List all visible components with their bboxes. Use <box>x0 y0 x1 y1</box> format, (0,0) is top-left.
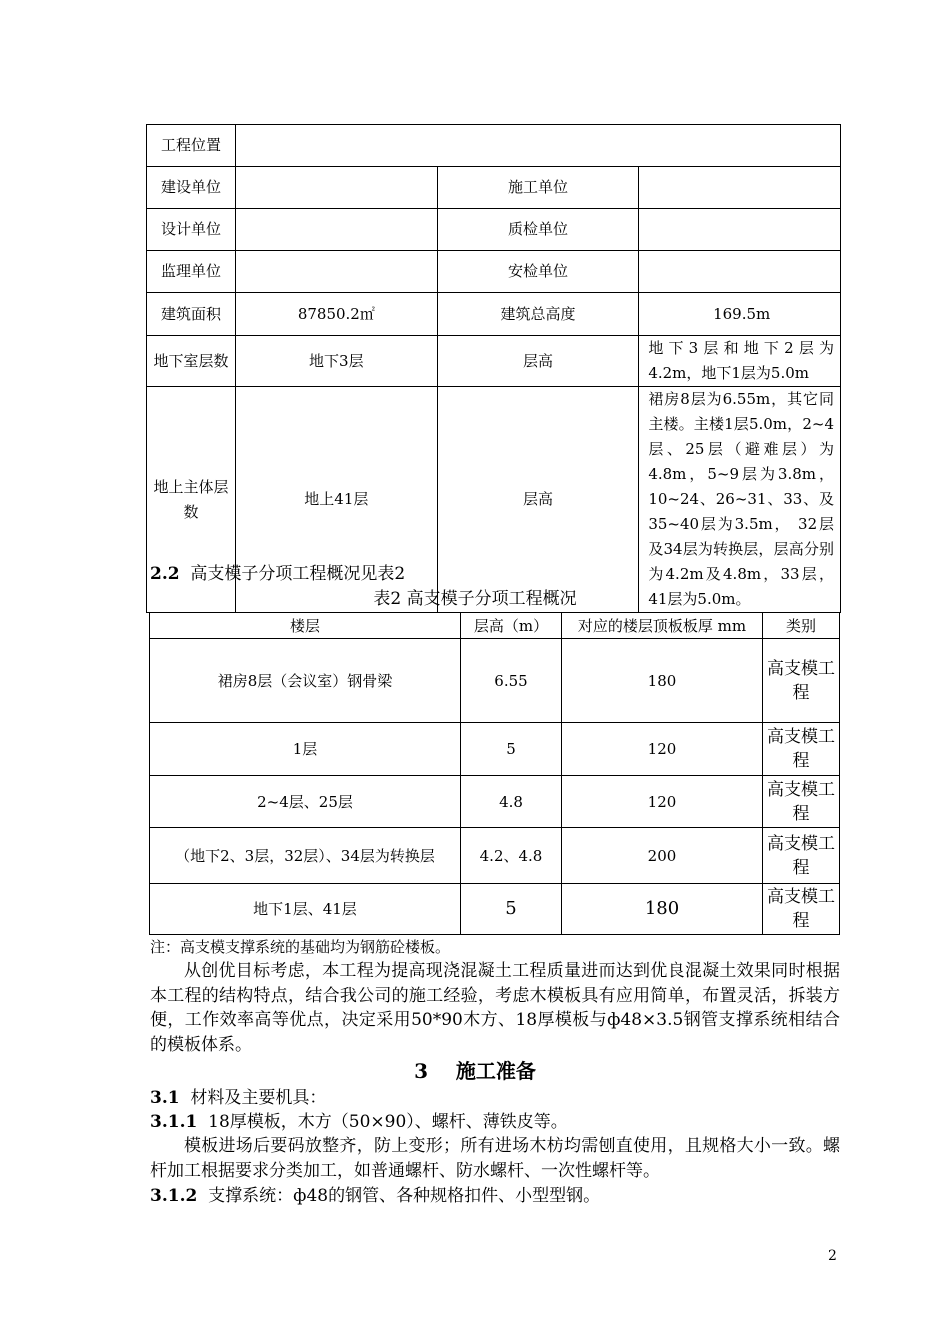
table-cell: 120 <box>562 723 763 776</box>
section-number: 3.1 <box>150 1088 180 1108</box>
table-cell: 4.8 <box>461 776 562 828</box>
table-row <box>147 293 841 336</box>
table-cell-value <box>639 209 841 251</box>
table-cell: 高支模工程 <box>763 884 840 935</box>
table-cell-value: 地下3层 <box>236 336 438 387</box>
chapter-number: 3 <box>414 1059 429 1083</box>
table-row <box>147 336 841 387</box>
table-cell: 高支模工程 <box>763 723 840 776</box>
table-cell: 180 <box>562 884 763 935</box>
table-cell-value <box>236 125 841 167</box>
table-cell-label: 建设单位 <box>147 167 236 209</box>
chapter-title: 施工准备 <box>455 1059 536 1083</box>
table-row <box>150 776 840 828</box>
column-header: 层高（m） <box>461 613 562 639</box>
table-caption: 表2 高支模子分项工程概况 <box>373 589 577 609</box>
chapter-heading-3 <box>0 1057 950 1085</box>
table-cell-label: 地下室层数 <box>147 336 236 387</box>
section-text: 高支模子分项工程概况见表2 <box>190 564 406 584</box>
table-cell: 5 <box>461 723 562 776</box>
formwork-table <box>149 612 840 935</box>
column-header: 对应的楼层顶板板厚 mm <box>562 613 763 639</box>
paragraph-formwork-storage: 模板进场后要码放整齐，防上变形；所有进场木枋均需刨直使用，且规格大小一致。螺杆加工根据要求分类加工，如普通螺杆、防水螺杆、一次性螺杆等。 <box>150 1136 840 1181</box>
table-cell: 120 <box>562 776 763 828</box>
table-cell-label: 施工单位 <box>437 167 639 209</box>
table-note: 注：高支模支撑系统的基础均为钢筋砼楼板。 <box>150 938 451 956</box>
table-cell: 180 <box>562 639 763 723</box>
table-cell-label: 安检单位 <box>437 251 639 293</box>
table-row <box>150 639 840 723</box>
table-cell: 6.55 <box>461 639 562 723</box>
table-cell-value <box>639 167 841 209</box>
section-text: 材料及主要机具： <box>190 1088 327 1108</box>
table-row <box>147 125 841 167</box>
column-header: 类别 <box>763 613 840 639</box>
table-cell: 高支模工程 <box>763 776 840 828</box>
table-cell-value <box>639 251 841 293</box>
section-text: 18厚模板，木方（50×90）、螺杆、薄铁皮等。 <box>208 1112 568 1132</box>
table-row <box>150 884 840 935</box>
section-heading-2-2 <box>150 562 405 586</box>
paragraph-formwork-choice: 从创优目标考虑，本工程为提高现浇混凝土工程质量进而达到优良混凝土效果同时根据本工程的结构特点，结合我公司的施工经验，考虑木模板具有应用简单，布置灵活，拆装方便，工作效率高等优点，决定采用50*90木方、18厚模板与ф48×3.5钢管支撑系统相结合的模板体系。 <box>150 961 840 1055</box>
table-cell: 2~4层、25层 <box>150 776 461 828</box>
section-number: 2.2 <box>150 564 180 584</box>
table-row <box>150 828 840 884</box>
table-cell-value <box>236 209 438 251</box>
table-cell: 4.2、4.8 <box>461 828 562 884</box>
section-heading-3-1-2 <box>150 1184 600 1208</box>
table-row <box>147 251 841 293</box>
section-number: 3.1.2 <box>150 1186 198 1206</box>
table-cell-value <box>236 167 438 209</box>
section-number: 3.1.1 <box>150 1112 198 1132</box>
table-cell-label: 层高 <box>437 387 639 613</box>
table-cell-label: 质检单位 <box>437 209 639 251</box>
table-header-row <box>150 613 840 639</box>
table-cell: 地下1层、41层 <box>150 884 461 935</box>
column-header: 楼层 <box>150 613 461 639</box>
section-text: 支撑系统：ф48的钢管、各种规格扣件、小型型钢。 <box>208 1186 601 1206</box>
table-cell: 5 <box>461 884 562 935</box>
table-cell-label: 地上主体层数 <box>147 387 236 613</box>
table-cell-label: 工程位置 <box>147 125 236 167</box>
table-cell: （地下2、3层，32层）、34层为转换层 <box>150 828 461 884</box>
table-cell: 裙房8层（会议室）钢骨梁 <box>150 639 461 723</box>
table-cell: 高支模工程 <box>763 639 840 723</box>
table-cell-value: 169.5m <box>639 293 841 336</box>
table-row <box>150 723 840 776</box>
table-cell: 200 <box>562 828 763 884</box>
section-heading-3-1-1 <box>150 1110 568 1134</box>
table-cell: 1层 <box>150 723 461 776</box>
project-info-table <box>146 124 841 613</box>
table-row <box>147 209 841 251</box>
table-cell-label: 层高 <box>437 336 639 387</box>
page-number: 2 <box>828 1248 837 1264</box>
table-cell-value: 87850.2㎡ <box>236 293 438 336</box>
table-cell-value <box>236 251 438 293</box>
table-cell: 高支模工程 <box>763 828 840 884</box>
table-cell-value: 地上41层 <box>236 387 438 613</box>
table-cell-label: 建筑面积 <box>147 293 236 336</box>
section-heading-3-1 <box>150 1086 326 1110</box>
table-cell-value: 地下3层和地下2层为4.2m，地下1层为5.0m <box>639 336 841 387</box>
table-row <box>147 167 841 209</box>
table-cell-label: 设计单位 <box>147 209 236 251</box>
table-cell-label: 监理单位 <box>147 251 236 293</box>
table-cell-value: 裙房8层为6.55m，其它同主楼。主楼1层5.0m，2~4层、25层（避难层）为4.8m，5~9层为3.8m，10~24、26~31、33、及35~40层为3.5m， 32层及34层为转换层，层高分别为4.2m及4.8m，33层，41层为5.0m。 <box>639 387 841 613</box>
table-cell-label: 建筑总高度 <box>437 293 639 336</box>
